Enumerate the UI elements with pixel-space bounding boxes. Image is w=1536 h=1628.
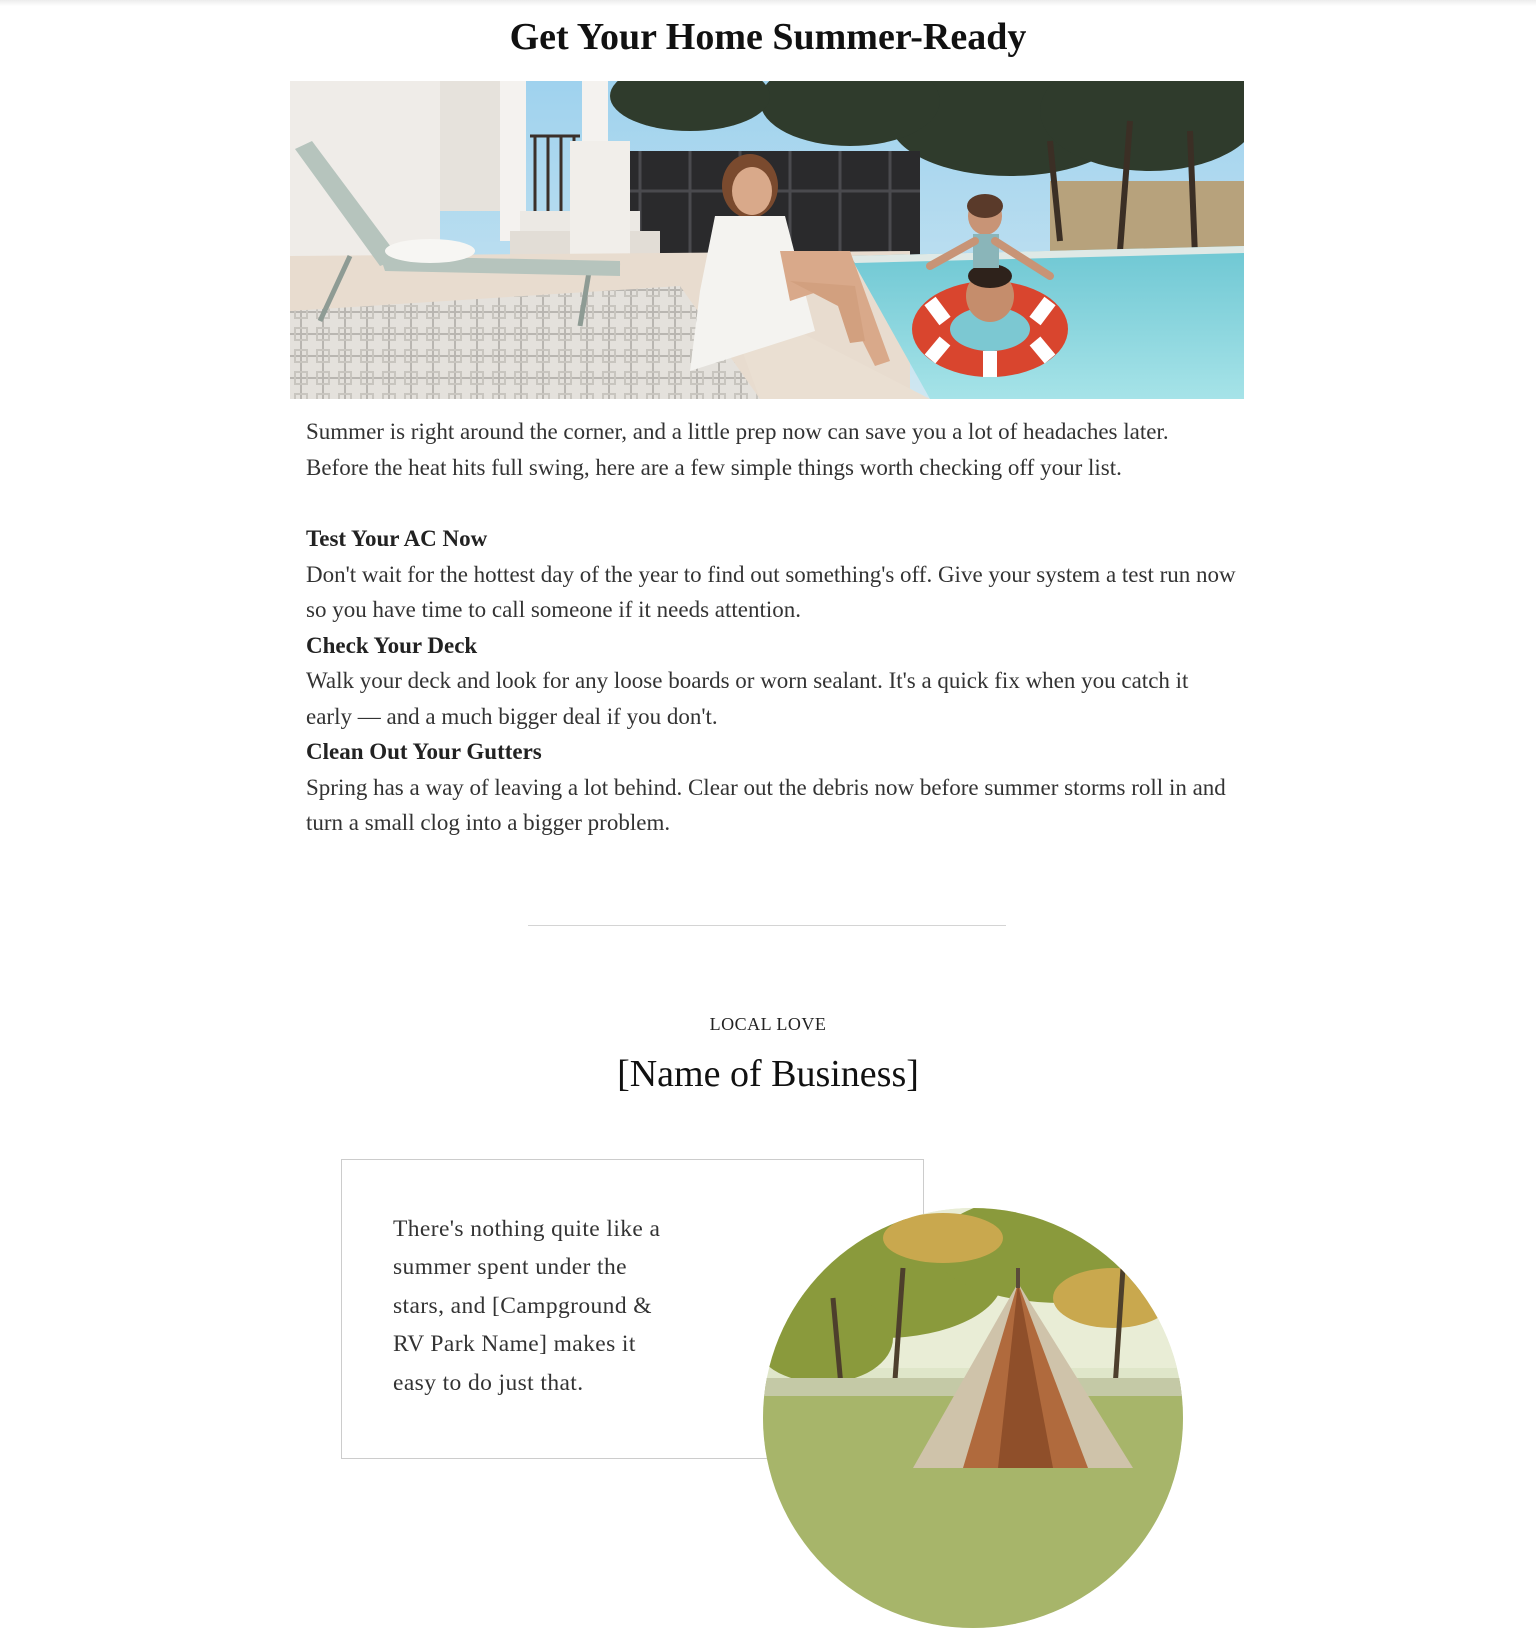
intro-paragraph: Summer is right around the corner, and a little prep now can save you a lot of headaches later. Before the heat hits full swing, here are a few simple things worth checking off your list. (306, 419, 1169, 480)
tip-title: Test Your AC Now (306, 526, 488, 551)
hero-image (290, 81, 1244, 399)
business-name: [Name of Business] (617, 1053, 919, 1095)
article-headline: Get Your Home Summer-Ready (509, 16, 1027, 58)
top-edge-shadow (0, 0, 1536, 6)
business-blurb: There's nothing quite like a summer spent under the stars, and [Campground & RV Park Name] makes it easy to do just that. (393, 1216, 661, 1396)
section-eyebrow: LOCAL LOVE (709, 1014, 827, 1034)
tip-item (306, 734, 1236, 841)
campground-photo (763, 1208, 1183, 1628)
tip-item (306, 521, 1236, 628)
tip-body: Spring has a way of leaving a lot behind. Clear out the debris now before summer storms roll in and turn a small clog into a bigger problem. (306, 774, 1226, 835)
tip-title: Check Your Deck (306, 632, 478, 658)
tip-title: Clean Out Your Gutters (306, 739, 542, 764)
article-body (306, 414, 1236, 841)
section-divider (528, 925, 1006, 926)
tip-body: Walk your deck and look for any loose boards or worn sealant. It's a quick fix when you catch it early — and a much bigger deal if you don't. (306, 668, 1189, 729)
tip-item (306, 628, 1236, 735)
tip-body: Don't wait for the hottest day of the year to find out something's off. Give your system a test run now so you have time to call someone if it needs attention. (306, 561, 1236, 622)
